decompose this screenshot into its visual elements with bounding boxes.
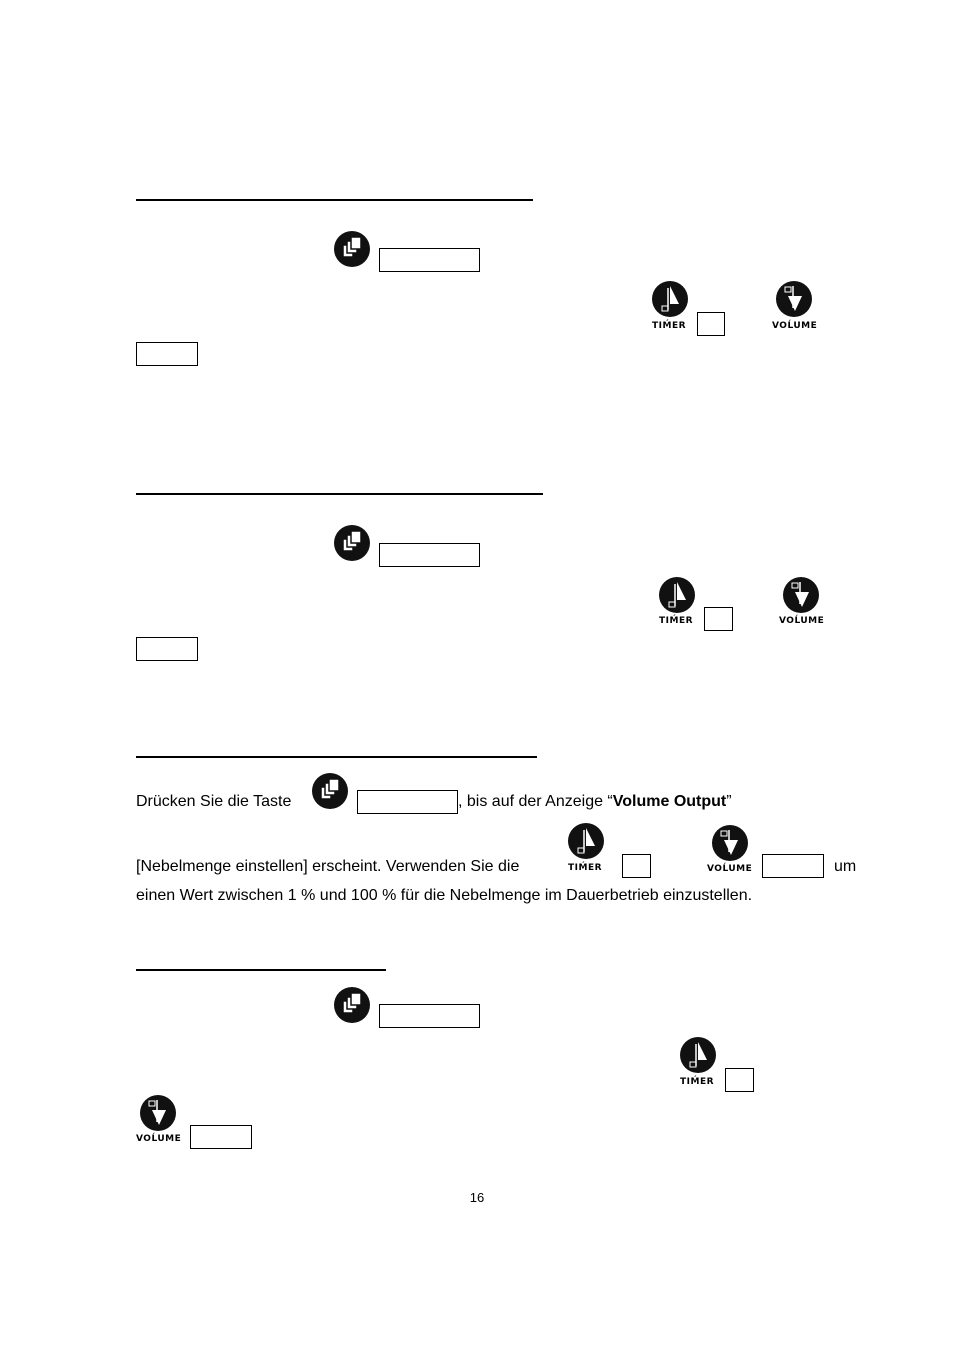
page-number: 16 xyxy=(469,1190,485,1205)
section-3-line-1-suffix: ” xyxy=(726,793,732,810)
section-3-heading-rule xyxy=(136,756,537,758)
timer-label-box xyxy=(725,1068,754,1092)
section-2-heading-rule xyxy=(136,493,543,495)
timer-label: TIḾER xyxy=(652,321,687,331)
volume-down-icon xyxy=(782,576,820,614)
volume-label: VOĹUME xyxy=(779,616,825,626)
section-3-line-2-prefix: [Nebelmenge einstellen] erscheint. Verwenden Sie die xyxy=(136,858,520,875)
volume-down-icon xyxy=(711,824,749,862)
section-3-line-1-mid: , bis auf der Anzeige “ xyxy=(458,793,613,810)
volume-label: VOĹUME xyxy=(136,1134,182,1144)
section-4-heading-rule xyxy=(136,969,386,971)
menu-stack-icon xyxy=(333,524,371,562)
section-1-heading-rule xyxy=(136,199,533,201)
section-3-line-3: einen Wert zwischen 1 % und 100 % für die Nebelmenge im Dauerbetrieb einzustellen. xyxy=(136,887,753,904)
section-3-line-1-prefix: Drücken Sie die Taste xyxy=(136,793,292,810)
timer-up-icon xyxy=(679,1036,717,1074)
timer-up-icon xyxy=(658,576,696,614)
volume-label: VOĹUME xyxy=(772,321,818,331)
menu-stack-icon xyxy=(333,230,371,268)
timer-up-icon xyxy=(651,280,689,318)
section-3-line-1-rest xyxy=(458,792,732,812)
timer-label: TIḾER xyxy=(659,616,694,626)
menu-label-box xyxy=(379,248,480,272)
timer-label-box xyxy=(697,312,725,336)
volume-label: VOĹUME xyxy=(707,864,753,874)
menu-stack-icon xyxy=(333,986,371,1024)
timer-label: TIḾER xyxy=(568,863,603,873)
volume-down-icon xyxy=(775,280,813,318)
volume-label-box xyxy=(136,342,198,366)
volume-down-icon xyxy=(139,1094,177,1132)
menu-label-box xyxy=(379,1004,480,1028)
volume-label-box xyxy=(190,1125,252,1149)
timer-label-box xyxy=(622,854,651,878)
timer-label-box xyxy=(704,607,733,631)
timer-up-icon xyxy=(567,822,605,860)
volume-label-box xyxy=(762,854,824,878)
menu-stack-icon xyxy=(311,772,349,810)
timer-label: TIḾER xyxy=(680,1077,715,1087)
volume-output-label: Volume Output xyxy=(612,793,727,810)
menu-label-box xyxy=(379,543,480,567)
menu-label-box xyxy=(357,790,458,814)
section-3-line-2-suffix: um xyxy=(834,858,857,875)
volume-label-box xyxy=(136,637,198,661)
